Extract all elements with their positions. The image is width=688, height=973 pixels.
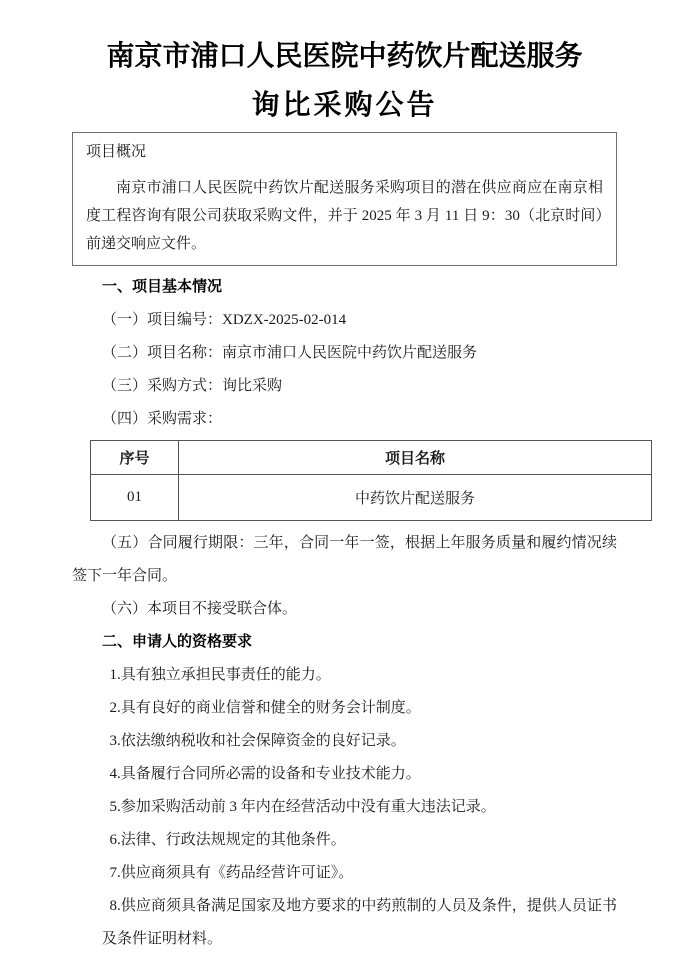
section1-heading: 一、项目基本情况 [102, 279, 223, 295]
project-overview-box [72, 132, 617, 266]
requirement-item-6: 6.法律、行政法规规定的其他条件。 [109, 832, 346, 848]
overview-paragraph: 南京市浦口人民医院中药饮片配送服务采购项目的潜在供应商应在南京相度工程咨询有限公司获取采购文件，并于 2025 年 3 月 11 日 9：30（北京时间）前递交响应文件。 [86, 180, 603, 252]
section1-item-no-consortium: （六）本项目不接受联合体。 [102, 601, 298, 617]
overview-heading: 项目概况 [86, 144, 147, 160]
section2-heading: 二、申请人的资格要求 [102, 634, 253, 650]
requirement-item-1: 1.具有独立承担民事责任的能力。 [109, 667, 331, 683]
section1-item-procurement-method: （三）采购方式：询比采购 [102, 378, 283, 394]
section1-item-project-name: （二）项目名称：南京市浦口人民医院中药饮片配送服务 [102, 345, 478, 361]
document-title-line2: 询比采购公告 [251, 90, 438, 121]
table-header-name: 项目名称 [179, 441, 652, 475]
section1-item-procurement-requirement: （四）采购需求： [102, 411, 223, 427]
table-header-row [91, 441, 652, 475]
table-cell-seq: 01 [91, 475, 179, 521]
requirement-item-7: 7.供应商须具有《药品经营许可证》。 [109, 865, 354, 881]
requirement-item-4: 4.具备履行合同所必需的设备和专业技术能力。 [109, 766, 421, 782]
table-row [91, 475, 652, 521]
document-title-line1: 南京市浦口人民医院中药饮片配送服务 [106, 41, 583, 72]
table-header-seq: 序号 [91, 441, 179, 475]
requirement-item-8: 8.供应商须具备满足国家及地方要求的中药煎制的人员及条件，提供人员证书及条件证明材料。 [102, 898, 617, 947]
section1-item-project-number: （一）项目编号：XDZX-2025-02-014 [102, 312, 347, 328]
requirement-item-3: 3.依法缴纳税收和社会保障资金的良好记录。 [109, 733, 406, 749]
section1-item-contract-term: （五）合同履行期限：三年，合同一年一签，根据上年服务质量和履约情况续签下一年合同。 [72, 535, 617, 584]
procurement-items-table [90, 440, 652, 521]
document-title [72, 32, 617, 130]
requirement-item-5: 5.参加采购活动前 3 年内在经营活动中没有重大违法记录。 [109, 799, 496, 815]
table-cell-name: 中药饮片配送服务 [179, 475, 652, 521]
document-body [72, 271, 617, 956]
requirement-item-2: 2.具有良好的商业信誉和健全的财务会计制度。 [109, 700, 421, 716]
